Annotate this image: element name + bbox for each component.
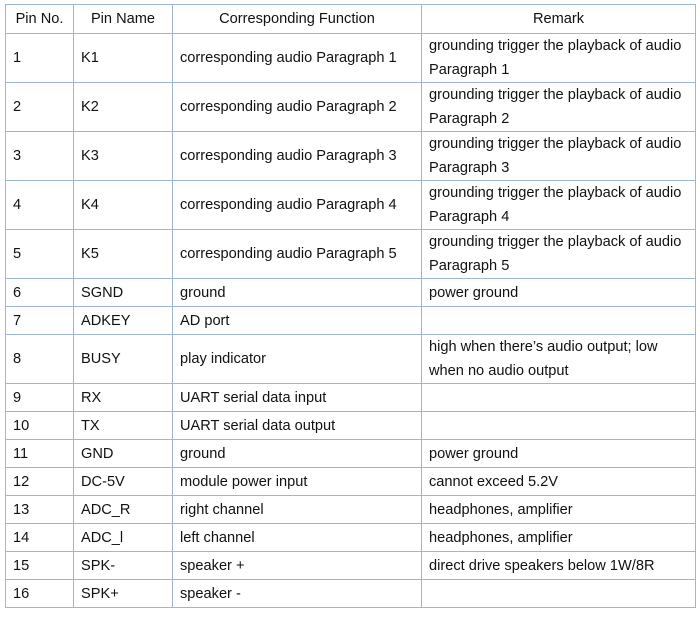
cell-pin-no: 14 — [6, 524, 74, 552]
header-remark: Remark — [422, 5, 696, 34]
cell-pin-no: 7 — [6, 307, 74, 335]
cell-pin-no: 16 — [6, 580, 74, 608]
cell-pin-no: 6 — [6, 279, 74, 307]
cell-pin-name: GND — [74, 440, 173, 468]
cell-pin-name: ADC_R — [74, 496, 173, 524]
table-row — [6, 580, 696, 608]
cell-remark: high when there’s audio output; low when no audio output — [422, 335, 696, 384]
cell-pin-no: 10 — [6, 412, 74, 440]
cell-function: UART serial data input — [173, 384, 422, 412]
cell-remark — [422, 384, 696, 412]
cell-pin-no: 8 — [6, 335, 74, 384]
header-pin-no: Pin No. — [6, 5, 74, 34]
cell-pin-name: RX — [74, 384, 173, 412]
table-row — [6, 132, 696, 181]
cell-pin-no: 2 — [6, 83, 74, 132]
cell-pin-name: K1 — [74, 34, 173, 83]
cell-remark: headphones, amplifier — [422, 524, 696, 552]
table-body — [6, 34, 696, 608]
cell-function: corresponding audio Paragraph 1 — [173, 34, 422, 83]
table-row — [6, 279, 696, 307]
cell-pin-no: 9 — [6, 384, 74, 412]
cell-remark — [422, 412, 696, 440]
cell-pin-name: BUSY — [74, 335, 173, 384]
cell-pin-name: SGND — [74, 279, 173, 307]
cell-function: AD port — [173, 307, 422, 335]
table-row — [6, 524, 696, 552]
cell-pin-name: SPK- — [74, 552, 173, 580]
cell-remark: grounding trigger the playback of audio Paragraph 4 — [422, 181, 696, 230]
table-row — [6, 335, 696, 384]
cell-remark: grounding trigger the playback of audio Paragraph 3 — [422, 132, 696, 181]
cell-pin-no: 5 — [6, 230, 74, 279]
cell-pin-name: K4 — [74, 181, 173, 230]
cell-function: play indicator — [173, 335, 422, 384]
cell-pin-no: 3 — [6, 132, 74, 181]
cell-pin-no: 12 — [6, 468, 74, 496]
cell-function: UART serial data output — [173, 412, 422, 440]
header-function: Corresponding Function — [173, 5, 422, 34]
cell-remark: direct drive speakers below 1W/8R — [422, 552, 696, 580]
cell-function: right channel — [173, 496, 422, 524]
cell-function: ground — [173, 279, 422, 307]
cell-remark: power ground — [422, 440, 696, 468]
cell-pin-name: ADKEY — [74, 307, 173, 335]
cell-pin-name: K3 — [74, 132, 173, 181]
header-pin-name: Pin Name — [74, 5, 173, 34]
cell-function: left channel — [173, 524, 422, 552]
cell-pin-name: TX — [74, 412, 173, 440]
cell-remark: headphones, amplifier — [422, 496, 696, 524]
table-row — [6, 181, 696, 230]
cell-pin-name: ADC_l — [74, 524, 173, 552]
cell-pin-no: 13 — [6, 496, 74, 524]
cell-remark: cannot exceed 5.2V — [422, 468, 696, 496]
table-row — [6, 83, 696, 132]
cell-remark: grounding trigger the playback of audio Paragraph 1 — [422, 34, 696, 83]
cell-function: speaker - — [173, 580, 422, 608]
cell-function: corresponding audio Paragraph 5 — [173, 230, 422, 279]
cell-pin-name: K5 — [74, 230, 173, 279]
cell-function: corresponding audio Paragraph 3 — [173, 132, 422, 181]
table-row — [6, 468, 696, 496]
cell-function: speaker + — [173, 552, 422, 580]
cell-remark: grounding trigger the playback of audio Paragraph 2 — [422, 83, 696, 132]
table-row — [6, 384, 696, 412]
table-row — [6, 412, 696, 440]
cell-function: ground — [173, 440, 422, 468]
table-row — [6, 307, 696, 335]
header-row — [6, 5, 696, 34]
table-header — [6, 5, 696, 34]
cell-remark: grounding trigger the playback of audio Paragraph 5 — [422, 230, 696, 279]
cell-remark: power ground — [422, 279, 696, 307]
pin-table — [5, 4, 696, 608]
cell-pin-no: 15 — [6, 552, 74, 580]
cell-remark — [422, 580, 696, 608]
cell-pin-name: SPK+ — [74, 580, 173, 608]
cell-pin-no: 4 — [6, 181, 74, 230]
table-row — [6, 34, 696, 83]
cell-pin-no: 1 — [6, 34, 74, 83]
cell-function: corresponding audio Paragraph 2 — [173, 83, 422, 132]
cell-function: corresponding audio Paragraph 4 — [173, 181, 422, 230]
table-row — [6, 440, 696, 468]
cell-pin-name: DC-5V — [74, 468, 173, 496]
table-row — [6, 552, 696, 580]
cell-pin-name: K2 — [74, 83, 173, 132]
cell-function: module power input — [173, 468, 422, 496]
table-row — [6, 496, 696, 524]
table-row — [6, 230, 696, 279]
cell-remark — [422, 307, 696, 335]
cell-pin-no: 11 — [6, 440, 74, 468]
